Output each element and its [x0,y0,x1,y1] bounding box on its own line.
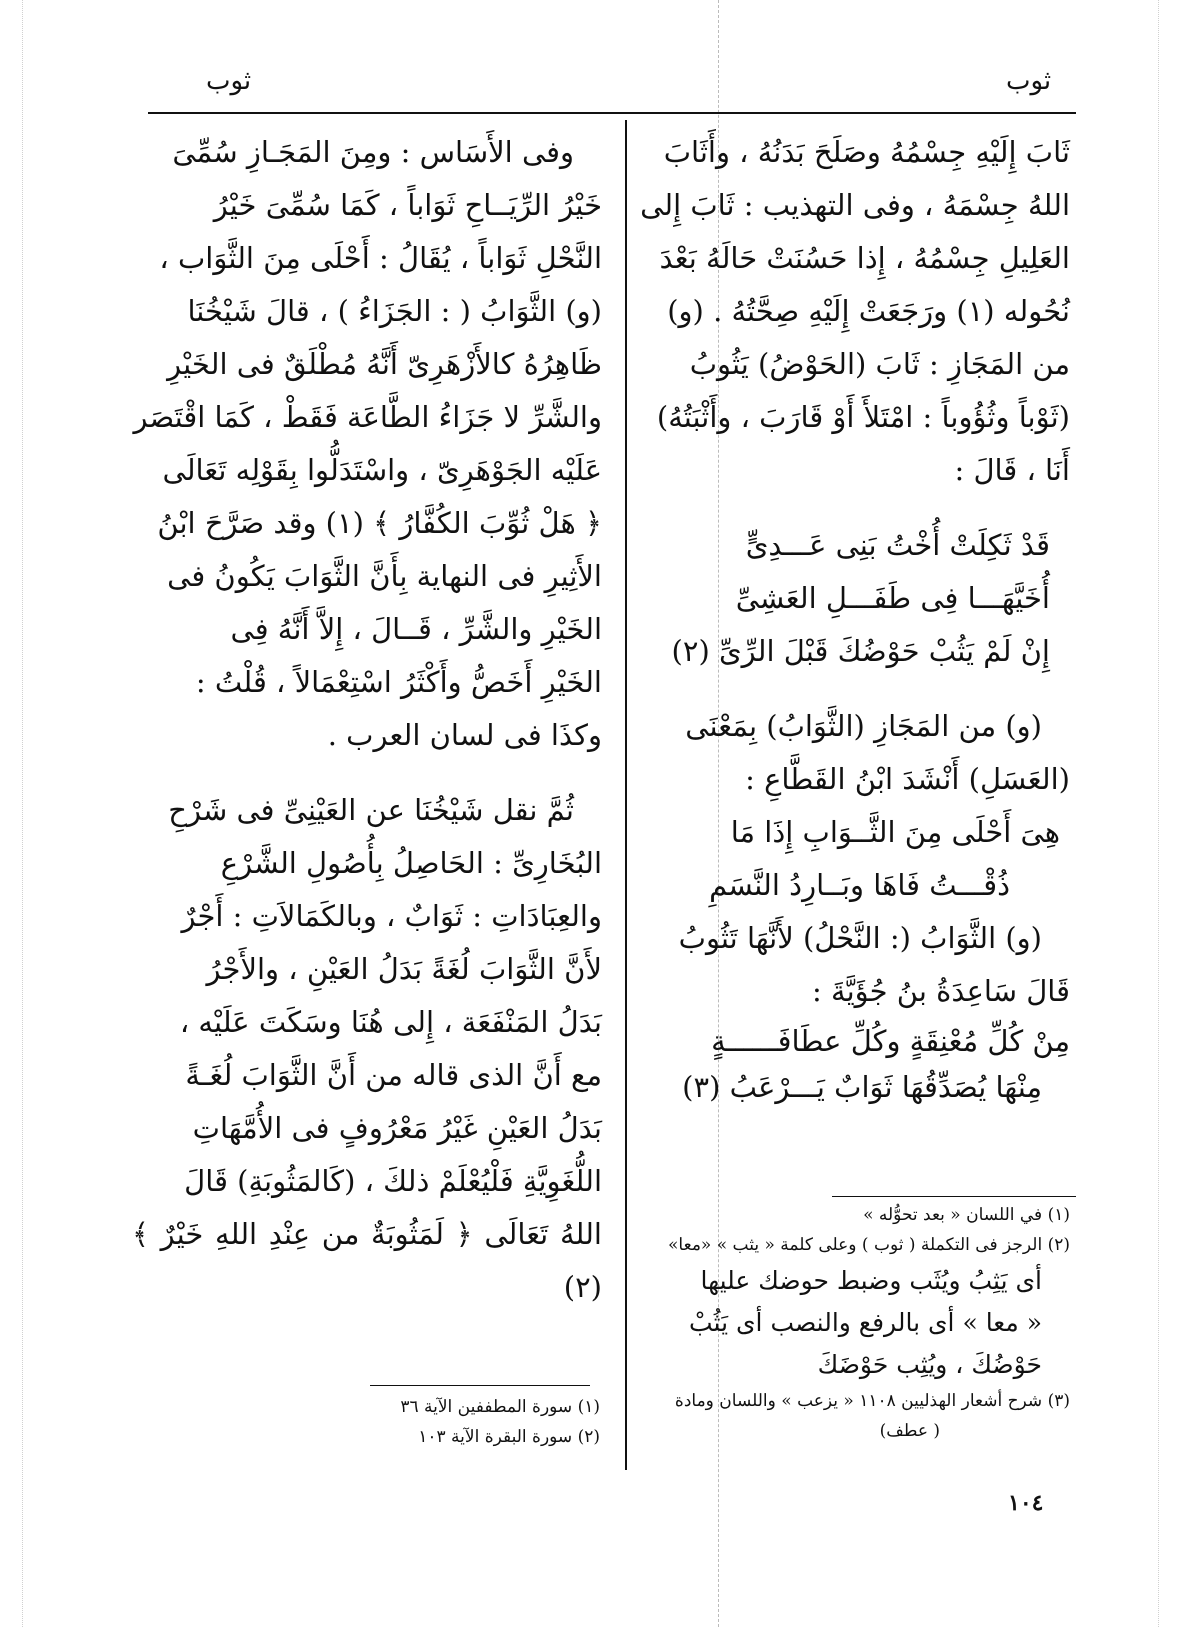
text-line: (و) من المَجَازِ (الثَّوَابُ) بِمَعْنَى [685,709,1042,743]
footnote: أى يَثِبُ ويُثَب وضبط حوضك عليها [700,1266,1042,1295]
text-line: لأَنَّ الثَّوَابَ لُغَةً بَدَلُ العَيْنِ ، والأَجْرُ [206,952,602,986]
verse-line: ذُقْـــتُ فَاهَا وبَــارِدُ النَّسَمِ [709,868,1010,902]
text-line: قَالَ سَاعِدَةُ بنُ جُؤَيَّةَ : [812,974,1070,1008]
footnote: (٢) الرجز فى التكملة ( ثوب ) وعلى كلمة « يثب » «معا» [668,1235,1070,1255]
text-line: (و) الثَّوَابُ ( : الجَزَاءُ ) ، قالَ شَيْخُنَا [187,294,602,328]
text-line: والعِبَادَاتِ : ثَوَابٌ ، وبالكَمَالاَتِ : أَجْرٌ [181,899,602,933]
verse-line: مِنْ كُلِّ مُعْنِقَةٍ وكُلِّ عطَافَــــــةٍ [711,1024,1070,1058]
footnote: (٢) سورة البقرة الآية ١٠٣ [418,1427,600,1447]
header-rule [148,112,1076,114]
scan-edge-dots-right [1158,0,1159,1627]
verse-line: قَدْ ثَكِلَتْ أُخْتُ بَنِى عَـــدِىٍّ [745,528,1050,562]
text-line: من المَجَازِ : ثَابَ (الحَوْضُ) يَثُوبُ [689,347,1070,381]
text-line: النَّحْلِ ثَوَاباً ، يُقَالُ : أَحْلَى مِنَ الثَّوَاب ، [159,241,602,275]
spacer [132,762,602,784]
footnote: « معا » أى بالرفع والنصب أى يَثُبْ [688,1308,1042,1337]
text-line: والشَّرِّ لا جَزَاءُ الطَّاعَة فَقَطْ ، كَمَا اقْتَصَر [133,400,602,434]
text-line: اللهُ تَعَالَى ﴿ لَمَثُوبَةٌ من عِنْدِ اللهِ خَيْرٌ ﴾ (٢) [132,1217,602,1304]
text-line: ﴿ هَلْ ثُوِّبَ الكُفَّارُ ﴾ (١) وقد صَرَّحَ ابْنُ [157,506,602,540]
text-line: عَلَيْه الجَوْهَرِىّ ، واسْتَدَلُّوا بِقَوْلِه تَعَالَى [162,453,602,487]
text-line: العَلِيلِ جِسْمُهُ ، إِذا حَسُنَتْ حَالَهُ بَعْدَ [659,241,1070,275]
text-line: الخَيْرِ أَخَصُّ وأَكْثَرُ اسْتِعْمَالاً ، قُلْتُ : [195,665,602,699]
text-line: الأَثِيرِ فى النهاية بِأَنَّ الثَّوَابَ يَكُونُ فى [167,559,602,593]
text-line: ثَابَ إِلَيْهِ جِسْمُهُ وصَلَحَ بَدَنُهُ ، وأَثَابَ [663,135,1070,169]
header-word-right: ثوب [1006,66,1052,96]
text-line: ثُمَّ نقل شَيْخُنَا عن العَيْنِىِّ فى شَرْحِ [168,793,574,827]
text-line: ظَاهِرُهُ كالأَزْهَرِىّ أَنَّهُ مُطْلَقٌ فى الخَيْرِ [167,347,602,381]
text-line: البُخَارِىِّ : الحَاصِلُ بِأُصُولِ الشَّرْعِ [220,846,602,880]
text-line: بَدَلُ المَنْفَعَة ، إِلى هُنَا وسَكَتَ عَلَيْه ، [179,1005,602,1039]
spacer [640,678,1070,700]
text-line: وفى الأَسَاس : ومِنَ المَجَـازِ سُمِّىَ [172,135,574,169]
verse-line: مِنْهَا يُصَدِّقُهَا ثَوَابٌ يَـــرْعَبُ (٣) [682,1070,1042,1104]
text-line: (و) الثَّوَابُ (: النَّحْلُ) لأَنَّهَا تَثُوبُ [678,921,1042,955]
spacer [640,497,1070,519]
text-line: بَدَلُ العَيْنِ غَيْرُ مَعْرُوفٍ فى الأُمَّهَاتِ [192,1111,602,1145]
scan-edge-dots-left [22,0,23,1627]
text-line: نُحُوله (١) ورَجَعَتْ إِلَيْهِ صِحَّتُهُ . (و) [667,294,1070,328]
right-column [640,126,1070,1110]
footnote: ( عطف) [879,1421,940,1441]
header-word-left: ثوب [206,66,252,96]
text-line: (ثَوْباً وثُؤُوباً : امْتَلأَ أَوْ قَارَبَ ، وأَثْبَتُهُ) [656,400,1070,434]
text-line: (العَسَلِ) أَنْشَدَ ابْنُ القَطَّاعِ : [745,762,1070,796]
footnote: (١) في اللسان « بعد تحوُّله » [863,1205,1070,1225]
footnote-rule-left [370,1385,590,1386]
verse-line: إِنْ لَمْ يَثُبْ حَوْضُكَ قَبْلَ الرِّىِّ (٢) [671,634,1050,668]
left-column [132,126,602,1314]
verse-line: أُخَيَّهَـــا فِى طَفَـــلِ العَشِىِّ [735,581,1050,615]
text-line: اللُّغَوِيَّةِ فَلْيُعْلَمْ ذلكَ ، (كَالمَثُوبَةِ) قَالَ [184,1164,602,1198]
footnotes-right [640,1200,1070,1446]
page-number: ١٠٤ [1008,1490,1044,1516]
text-line: خَيْرُ الرِّيَــاحِ ثَوَاباً ، كَمَا سُمِّىَ خَيْرُ [213,188,602,222]
verse-line: هِىَ أَحْلَى مِنَ الثَّــوَابِ إِذَا مَا [730,815,1060,849]
text-line: وكذَا فى لسان العرب . [327,718,602,752]
footnote: حَوْضُكَ ، ويُثِب حَوْضَكَ [817,1350,1042,1379]
footnote-rule-right [832,1196,1076,1197]
text-line: الخَيْرِ والشَّرِّ ، قَــالَ ، إِلاَّ أَنَّهُ فِى [230,612,602,646]
text-line: اللهُ جِسْمَهُ ، وفى التهذيب : ثَابَ إِلى [640,188,1070,222]
text-line: مع أَنَّ الذى قاله من أَنَّ الثَّوَابَ لُغَـةً [185,1058,602,1092]
footnote: (٣) شرح أشعار الهذليين ١١٠٨ « يزعب » واللسان ومادة [674,1391,1070,1411]
text-line: أَنَا ، قَالَ : [954,453,1070,487]
footnotes-left [330,1392,600,1452]
column-divider [625,120,627,1470]
footnote: (١) سورة المطففين الآية ٣٦ [400,1397,600,1417]
